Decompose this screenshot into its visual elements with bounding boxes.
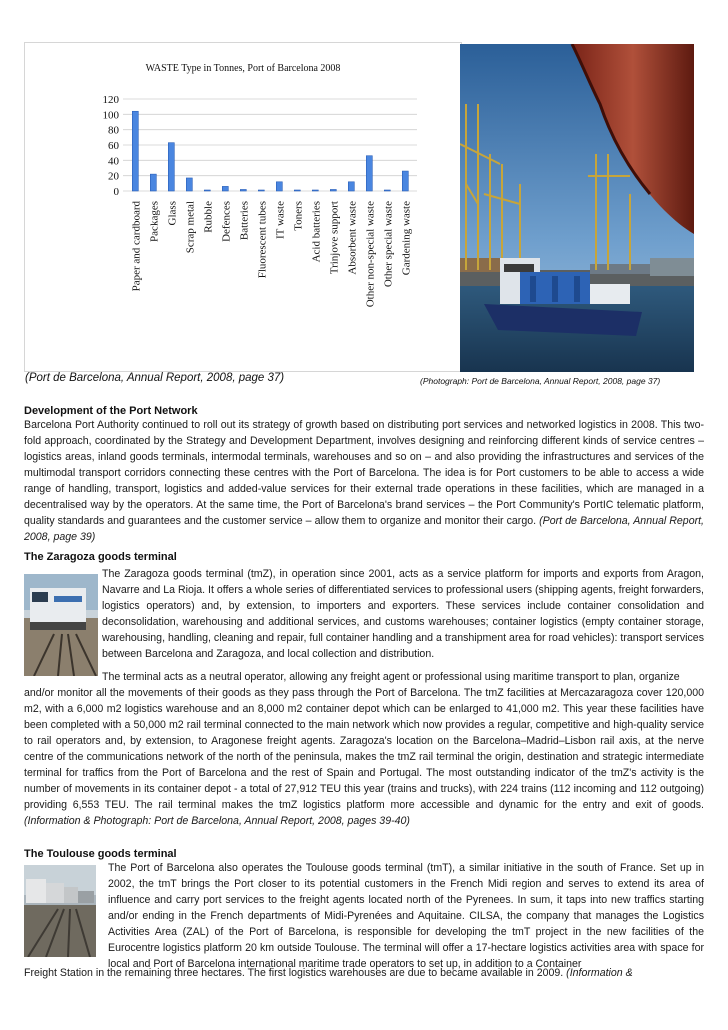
- zaragoza-photograph: [24, 574, 98, 676]
- bar-fluorescent-tubes: [258, 190, 264, 191]
- bar-packages: [150, 174, 156, 191]
- bar-defences: [222, 186, 228, 191]
- y-tick-label: 80: [108, 124, 119, 137]
- bar-rubble: [204, 190, 210, 191]
- bar-other-special-waste: [384, 190, 390, 191]
- heading-development: Development of the Port Network: [24, 405, 198, 417]
- category-label: Trinjove support: [328, 201, 341, 275]
- category-label: Toners: [292, 201, 305, 231]
- category-label: Fluorescent tubes: [256, 200, 269, 279]
- bar-toners: [294, 190, 300, 191]
- bar-acid-batteries: [312, 190, 318, 191]
- category-label: IT waste: [274, 201, 287, 239]
- bar-trinjove-support: [330, 189, 336, 191]
- category-label: Glass: [166, 201, 179, 226]
- development-source: (Port de Barcelona, Annual Report, 2008, page 39): [24, 515, 704, 543]
- zaragoza-source: (Information & Photograph: Port de Barcelona, Annual Report, 2008, pages 39-40): [24, 815, 410, 827]
- bar-glass: [168, 143, 174, 191]
- y-tick-label: 0: [113, 186, 119, 198]
- bar-other-non-special-waste: [366, 156, 372, 191]
- category-label: Paper and cardboard: [130, 201, 143, 292]
- heading-zaragoza: The Zaragoza goods terminal: [24, 551, 177, 563]
- toulouse-last-text: Freight Station in the remaining three hectares. The first logistics warehouses are due to became available in 2009.: [24, 967, 564, 979]
- zaragoza-para1-text: The Zaragoza goods terminal (tmZ), in operation since 2001, acts as a service platform for imports and exports from Aragon, Navarre and La Rioja. It offers a whole series of differentiated services to professional users (shipping agents, freight forwarders, logistics operators) and, by extension, to importers and exporters. These services include container consolidation and deconsolidation, warehousing and additional services, and customs warehouses; container logistics (empty container storage, warehousing, handling, cleaning and repair, full container handling and a transhipment area for road vehicles): transport services between Barcelona and Zaragoza, and local collection and distribution.: [102, 568, 704, 660]
- zaragoza-para2-first: [102, 669, 704, 685]
- category-label: Batteries: [238, 200, 251, 241]
- y-tick-label: 20: [108, 170, 119, 183]
- zaragoza-para2: [24, 685, 704, 829]
- category-label: Other special waste: [382, 201, 395, 288]
- bar-batteries: [240, 189, 246, 191]
- category-label: Packages: [148, 201, 161, 242]
- y-tick-label: 100: [102, 109, 119, 122]
- heading-toulouse: The Toulouse goods terminal: [24, 848, 177, 860]
- bar-scrap-metal: [186, 178, 192, 191]
- chart-caption: (Port de Barcelona, Annual Report, 2008, page 37): [25, 372, 285, 384]
- toulouse-para1-text: The Port of Barcelona also operates the Toulouse goods terminal (tmT), a similar initiative in the south of France. Set up in 2002, the tmT brings the Port closer to its potential customers in the French Midi region and serves to extend its area of influence and carry port services to the freight agents located north of the Pyrenees. In sum, it taps into new traffics starting and/or ending in the French departments of Midi-Pyrenées and Aquitaine. CILSA, the company that manages the Logistics Activities Area (ZAL) of the Port of Barcelona, is responsible for developing the tmT project in the new facilities of the Eurocentre logistics platform 20 km outside Toulouse. The terminal will offer a 17-hectare logistics activities area with space for local and Port of Barcelona international maritime trade operators to set up, in addition to a Container: [108, 862, 704, 970]
- photo-caption: (Photograph: Port de Barcelona, Annual Report, 2008, page 37): [420, 376, 661, 386]
- bar-it-waste: [276, 182, 282, 191]
- y-tick-label: 120: [102, 94, 119, 106]
- category-label: Gardening waste: [400, 201, 413, 276]
- development-text: Barcelona Port Authority continued to roll out its strategy of growth based on distributing port services and networked logistics in 2008. This two-fold approach, coordinated by the Strategy and Development Department, involves designing and reinforcing different kinds of service centres – logistics areas, inland goods terminals, intermodal terminals, warehouses and so on – and also providing the infrastructures and services of the multimodal transport corridors connecting these centres with the Port of Barcelona. The idea is for Port customers to be able to access a wide range of handling, transport, logistics and added-value services for their external trade operations in these facilities, which are managed in a decentralised way by the operators. At the same time, the Port of Barcelona's brand services – the Port Community's PortIC telematic platform, quality standards and guarantees and the customer service – allow them to organize and monitor their cargo.: [24, 419, 704, 527]
- category-label: Absorbent waste: [346, 201, 359, 275]
- zaragoza-para1: [102, 566, 704, 662]
- y-tick-label: 40: [108, 155, 119, 168]
- chart-title: WASTE Type in Tonnes, Port of Barcelona 2008: [145, 63, 341, 74]
- category-label: Other non-special waste: [364, 201, 377, 308]
- chart-plot: [25, 43, 461, 371]
- bar-absorbent-waste: [348, 182, 354, 191]
- toulouse-photograph: [24, 865, 96, 957]
- category-label: Rubble: [202, 201, 215, 233]
- category-label: Scrap metal: [184, 201, 197, 254]
- zaragoza-para2-text: and/or monitor all the movements of their goods as they pass through the Port of Barcelona. The tmZ facilities at Mercazaragoza cover 120,000 m2, with a 6,000 m2 logistics warehouse and an 8,000 m2 container depot which can be enlarged to 41,000 m2. This year these facilities have been completed with a 50,000 m2 rail terminal connected to the main network which now provides a regular, competitive and high-quality service to rail operators and, by extension, to Aragonese freight agents. Zaragoza's location on the Barcelona–Madrid–Lisbon rail axis, at the nerve centre of the communications network of the north of the peninsula, makes the tmZ rail terminal the origin, destination and strategic intermediate terminal for traffics from the Port of Barcelona and the rest of Spain and Portugal. The most outstanding indicator of the tmZ's activity is the number of movements in its container depot - a total of 27,912 TEU this year (trains and trucks), with 224 trains (112 incoming and 112 outgoing) providing 6,553 TEU. The rail terminal makes the tmZ logistics platform more accessible and dynamic for the entry and exit of goods.: [24, 687, 704, 811]
- y-tick-label: 60: [108, 140, 119, 152]
- bar-gardening-waste: [402, 171, 408, 191]
- toulouse-para1: [108, 860, 704, 972]
- port-photograph: [460, 44, 694, 372]
- toulouse-para1-last: [24, 965, 704, 981]
- zaragoza-para2-indent-text: The terminal acts as a neutral operator, allowing any freight agent or professional using maritime transport to plan, organize: [102, 671, 680, 683]
- category-label: Acid batteries: [310, 201, 323, 263]
- development-body: [24, 417, 704, 545]
- category-label: Defences: [220, 201, 233, 242]
- bar-paper-and-cardboard: [132, 111, 138, 191]
- toulouse-source-start: (Information &: [566, 967, 633, 979]
- waste-chart: [24, 42, 462, 372]
